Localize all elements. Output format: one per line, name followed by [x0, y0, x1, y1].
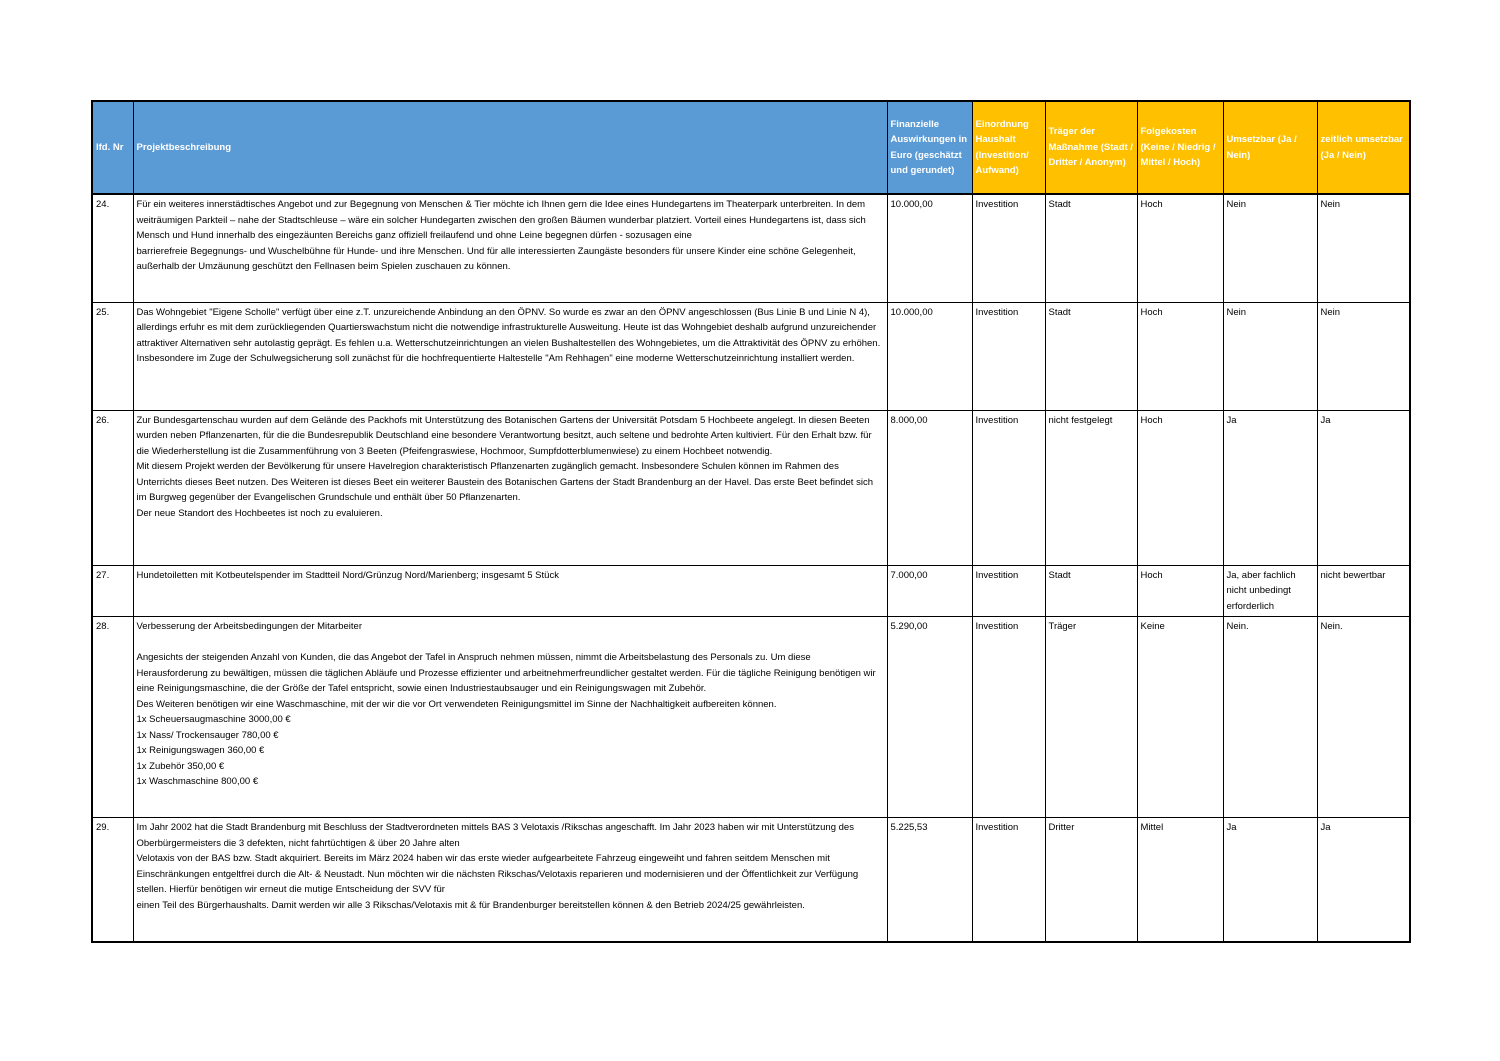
cell-finanz: 7.000,00 — [887, 565, 972, 617]
cell-zeitlich: Nein — [1317, 194, 1410, 302]
cell-beschreibung: Im Jahr 2002 hat die Stadt Brandenburg mit Beschluss der Stadtverordneten mittels BAS 3 Velotaxis /Rikschas angeschafft. Im Jahr 2023 haben wir mit Unterstützung des Oberbürgermeisters die 3 defekten, nicht fahrtüchtigen & über 20 Jahre alten Velotaxis von der BAS bzw. Stadt akquiriert. Bereits im März 2024 haben wir das erste wieder aufgearbeitete Fahrzeug eingeweiht und fahren seitdem Menschen mit Einschränkungen entgeltfrei durch die Alt- & Neustadt. Nun möchten wir die nächsten Rikschas/Velotaxis reparieren und modernisieren und der Öffentlichkeit zur Verfügung stellen. Hierfür benötigen wir erneut die mutige Entscheidung der SVV für einen Teil des Bürgerhaushalts. Damit werden wir alle 3 Rikschas/Velotaxis mit & für Brandenburger bereitstellen können & den Betrieb 2024/25 gewährleisten. — [133, 818, 887, 942]
cell-nr: 28. — [92, 617, 133, 818]
cell-folgekosten: Hoch — [1137, 565, 1223, 617]
cell-folgekosten: Hoch — [1137, 410, 1223, 565]
cell-umsetzbar: Nein — [1223, 194, 1317, 302]
cell-traeger: Stadt — [1045, 565, 1137, 617]
cell-nr: 26. — [92, 410, 133, 565]
header-row — [92, 101, 1410, 194]
cell-einordnung: Investition — [972, 410, 1045, 565]
cell-traeger: Stadt — [1045, 302, 1137, 410]
cell-einordnung: Investition — [972, 565, 1045, 617]
table-row — [92, 818, 1410, 942]
cell-umsetzbar: Nein. — [1223, 617, 1317, 818]
cell-beschreibung: Zur Bundesgartenschau wurden auf dem Gelände des Packhofs mit Unterstützung des Botanischen Gartens der Universität Potsdam 5 Hochbeete angelegt. In diesen Beeten wurden neben Pflanzenarten, für die die Bundesrepublik Deutschland eine besondere Verantwortung besitzt, auch seltene und bedrohte Arten kultiviert. Für den Erhalt bzw. für die Wiederherstellung ist die Zusammenführung von 3 Beeten (Pfeifengraswiese, Hochmoor, Sumpfdotterblumenwiese) zu einem Hochbeet notwendig. Mit diesem Projekt werden der Bevölkerung für unsere Havelregion charakteristisch Pflanzenarten zugänglich gemacht. Insbesondere Schulen können im Rahmen des Unterrichts dieses Beet nutzen. Des Weiteren ist dieses Beet ein weiterer Baustein des Botanischen Gartens der Stadt Brandenburg an der Havel. Das erste Beet befindet sich im Burgweg gegenüber der Evangelischen Grundschule und enthält über 50 Pflanzenarten. Der neue Standort des Hochbeetes ist noch zu evaluieren. — [133, 410, 887, 565]
cell-finanz: 5.290,00 — [887, 617, 972, 818]
cell-umsetzbar: Ja — [1223, 818, 1317, 942]
cell-nr: 29. — [92, 818, 133, 942]
table-row — [92, 410, 1410, 565]
cell-zeitlich: Nein — [1317, 302, 1410, 410]
cell-folgekosten: Mittel — [1137, 818, 1223, 942]
header-zeitlich: zeitlich umsetzbar (Ja / Nein) — [1317, 101, 1410, 194]
cell-beschreibung: Für ein weiteres innerstädtisches Angebot und zur Begegnung von Menschen & Tier möchte ich Ihnen gern die Idee eines Hundegartens im Theaterpark unterbreiten. In dem weiträumigen Parkteil – nahe der Stadtschleuse – wäre ein solcher Hundegarten zwischen den großen Bäumen wunderbar platziert. Vorteil eines Hundegartens ist, dass sich Mensch und Hund innerhalb des eingezäunten Bereichs ganz offiziell freilaufend und ohne Leine begegnen dürfen - sozusagen eine barrierefreie Begegnungs- und Wuschelbühne für Hunde- und ihre Menschen. Und für alle interessierten Zaungäste besonders für unsere Kinder eine schöne Gelegenheit, außerhalb der Umzäunung geschützt den Fellnasen beim Spielen zuschauen zu können. — [133, 194, 887, 302]
cell-finanz: 5.225,53 — [887, 818, 972, 942]
table-row — [92, 194, 1410, 302]
cell-finanz: 8.000,00 — [887, 410, 972, 565]
header-nr: lfd. Nr — [92, 101, 133, 194]
cell-nr: 24. — [92, 194, 133, 302]
cell-folgekosten: Hoch — [1137, 194, 1223, 302]
table-row — [92, 617, 1410, 818]
cell-finanz: 10.000,00 — [887, 302, 972, 410]
cell-nr: 27. — [92, 565, 133, 617]
header-traeger: Träger der Maßnahme (Stadt / Dritter / Anonym) — [1045, 101, 1137, 194]
project-table — [91, 100, 1411, 943]
cell-umsetzbar: Ja — [1223, 410, 1317, 565]
cell-folgekosten: Keine — [1137, 617, 1223, 818]
header-umsetzbar: Umsetzbar (Ja / Nein) — [1223, 101, 1317, 194]
cell-traeger: nicht festgelegt — [1045, 410, 1137, 565]
cell-umsetzbar: Nein — [1223, 302, 1317, 410]
cell-beschreibung: Hundetoiletten mit Kotbeutelspender im Stadtteil Nord/Grünzug Nord/Marienberg; insgesamt 5 Stück — [133, 565, 887, 617]
cell-zeitlich: Nein. — [1317, 617, 1410, 818]
cell-folgekosten: Hoch — [1137, 302, 1223, 410]
cell-zeitlich: Ja — [1317, 818, 1410, 942]
cell-umsetzbar: Ja, aber fachlich nicht unbedingt erforderlich — [1223, 565, 1317, 617]
cell-finanz: 10.000,00 — [887, 194, 972, 302]
header-folgekosten: Folgekosten (Keine / Niedrig / Mittel / Hoch) — [1137, 101, 1223, 194]
cell-zeitlich: Ja — [1317, 410, 1410, 565]
cell-einordnung: Investition — [972, 194, 1045, 302]
cell-beschreibung: Verbesserung der Arbeitsbedingungen der Mitarbeiter Angesichts der steigenden Anzahl von Kunden, die das Angebot der Tafel in Anspruch nehmen müssen, nimmt die Arbeitsbelastung des Personals zu. Um diese Herausforderung zu bewältigen, müssen die täglichen Abläufe und Prozesse effizienter und arbeitnehmerfreundlicher gestaltet werden. Für die tägliche Reinigung benötigen wir eine Reinigungsmaschine, die der Größe der Tafel entspricht, sowie einen Industriestaubsauger und ein Reinigungswagen mit Zubehör. Des Weiteren benötigen wir eine Waschmaschine, mit der wir die vor Ort verwendeten Reinigungsmittel im Sinne der Nachhaltigkeit aufbereiten können. 1x Scheuersaugmaschine 3000,00 € 1x Nass/ Trockensauger 780,00 € 1x Reinigungswagen 360,00 € 1x Zubehör 350,00 € 1x Waschmaschine 800,00 € — [133, 617, 887, 818]
header-einordnung: Einordnung Haushalt (Investition/ Aufwand) — [972, 101, 1045, 194]
cell-traeger: Träger — [1045, 617, 1137, 818]
table-row — [92, 302, 1410, 410]
header-finanz: Finanzielle Auswirkungen in Euro (geschätzt und gerundet) — [887, 101, 972, 194]
cell-beschreibung: Das Wohngebiet "Eigene Scholle" verfügt über eine z.T. unzureichende Anbindung an den ÖPNV. So wurde es zwar an den ÖPNV angeschlossen (Bus Linie B und Linie N 4), allerdings erfuhr es mit dem zurückliegenden Quartierswachstum nicht die notwendige infrastrukturelle Ausweitung. Heute ist das Wohngebiet deshalb aufgrund unzureichender attraktiver Alternativen sehr autolastig geprägt. Es fehlen u.a. Wetterschutzeinrichtungen an vielen Bushaltestellen des Wohngebietes, um die Attraktivität des ÖPNV zu erhöhen. Insbesondere im Zuge der Schulwegsicherung soll zunächst für die hochfrequentierte Haltestelle "Am Rehhagen" eine moderne Wetterschutzeinrichtung installiert werden. — [133, 302, 887, 410]
table-row — [92, 565, 1410, 617]
header-beschreibung: Projektbeschreibung — [133, 101, 887, 194]
cell-einordnung: Investition — [972, 617, 1045, 818]
cell-traeger: Dritter — [1045, 818, 1137, 942]
cell-einordnung: Investition — [972, 302, 1045, 410]
cell-einordnung: Investition — [972, 818, 1045, 942]
cell-zeitlich: nicht bewertbar — [1317, 565, 1410, 617]
cell-traeger: Stadt — [1045, 194, 1137, 302]
cell-nr: 25. — [92, 302, 133, 410]
